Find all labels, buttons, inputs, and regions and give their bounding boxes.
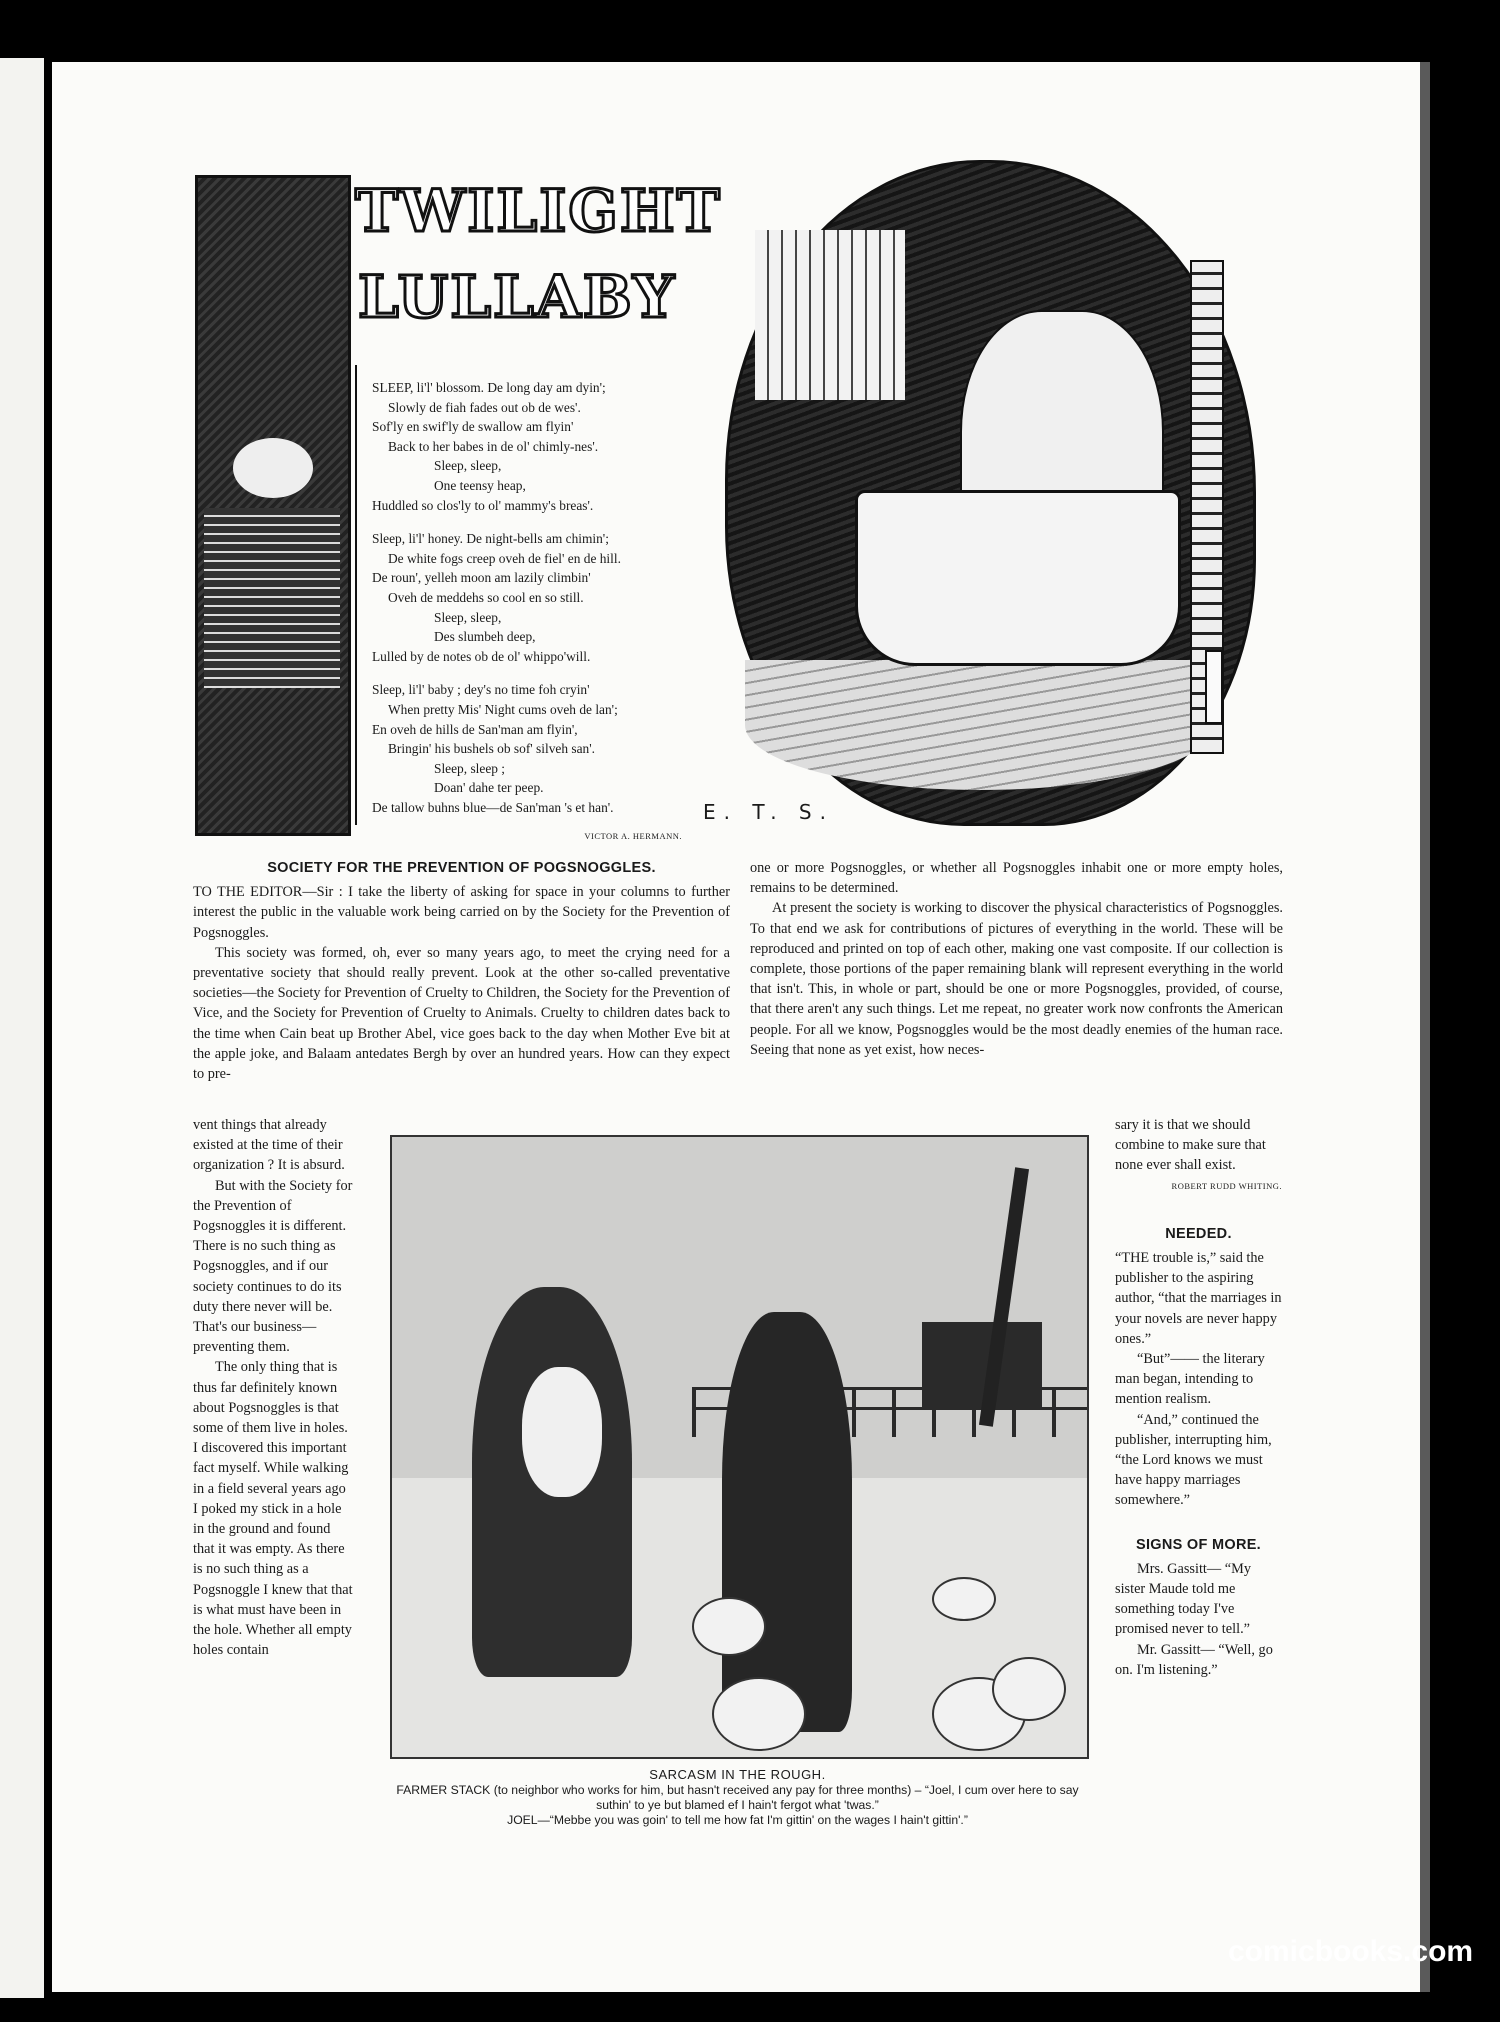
poem-line: Sleep, sleep ; <box>434 760 506 776</box>
poem-line: Huddled so clos'ly to ol' mammy's breas'. <box>372 497 594 513</box>
poem-author: VICTOR A. HERMANN. <box>584 831 682 842</box>
poem-stanza <box>372 378 702 515</box>
poem-line: Sleep, sleep, <box>434 458 502 474</box>
poem-line: When pretty Mis' Night cums oveh de lan'; <box>388 701 618 717</box>
barn-wall-drawing <box>755 230 905 400</box>
needed-heading: NEEDED. <box>1165 1225 1232 1242</box>
sarcasm-cartoon <box>390 1135 1089 1759</box>
article-column-left-narrow <box>193 1115 353 1660</box>
article-heading: SOCIETY FOR THE PREVENTION OF POGSNOGGLES. <box>267 860 656 876</box>
poem-line: Slowly de fiah fades out ob de wes'. <box>388 399 581 415</box>
facing-page-edge <box>0 58 44 1998</box>
poem-line: SLEEP, li'l' blossom. De long day am dyin'; <box>372 380 606 395</box>
artist-signature: E. T. S. <box>703 800 834 824</box>
signs-heading: SIGNS OF MORE. <box>1135 1536 1262 1553</box>
article-paragraph: vent things that already existed at the time of their organization ? It is absurd. <box>193 1117 345 1174</box>
article-paragraph: sary it is that we should combine to make sure that none ever shall exist. <box>1115 1117 1266 1174</box>
poem-line: Sleep, li'l' honey. De night-bells am chimin'; <box>372 531 609 547</box>
poem <box>372 378 702 847</box>
article-byline: ROBERT RUDD WHITING. <box>1171 1180 1282 1191</box>
poem-line: Back to her babes in de ol' chimly-nes'. <box>388 438 599 454</box>
night-landscape-illustration <box>195 175 351 836</box>
poem-line: De white fogs creep oveh de fiel' en de hill. <box>388 550 621 566</box>
caption-title: SARCASM IN THE ROUGH. <box>649 1767 826 1782</box>
moon-drawing <box>233 438 313 498</box>
article-paragraph: But with the Society for the Prevention of Pogsnoggles it is different. There is no such thing as Pogsnoggles, and if our society continues to do its duty there never will be. That's our business—preventing them. <box>193 1177 353 1356</box>
pumpkin <box>932 1577 996 1621</box>
article-paragraph: The only thing that is thus far definitely known about Pogsnoggles is that some of them live in holes. I discovered this important fact myself. While walking in a field several years ago I poked my stick in a hole in the ground and found that it was empty. As there is no such thing as a Pogsnoggle I knew that that is what must have been in the hole. Whether all empty holes contain <box>193 1359 353 1659</box>
poem-line: Oveh de meddehs so cool en so still. <box>388 589 584 605</box>
candle-drawing <box>1205 650 1223 724</box>
article-paragraph: This society was formed, oh, ever so many years ago, to meet the crying need for a preventative society that should really prevent. Look at the other so-called preventative societies—the Society for Prevention of Cruelty to Children, the Society for the Prevention of Vice, and the Society for Prevention of Cruelty to Animals. Cruelty to children dates back to the time when Cain beat up Brother Abel, vice goes back to the day when Mother Eve bit at the apple joke, and Balaam antedates Bergh by over an hundred years. How can they expect to pre- <box>193 944 730 1083</box>
article-column-right-top <box>750 858 1283 1060</box>
farmer-belly <box>522 1367 602 1497</box>
caption-line: FARMER STACK (to neighbor who works for him, but hasn't received any pay for three months) – “Joel, I cum over here to say suthin' to ye but blamed ef I hain't fergot what 'twas.” <box>396 1783 1079 1812</box>
poem-line: One teensy heap, <box>434 477 526 493</box>
poem-stanza <box>372 529 702 666</box>
needed-paragraph: “And,” continued the publisher, interrupting him, “the Lord knows we must have happy marriages somewhere.” <box>1115 1411 1272 1509</box>
page-spine-shadow <box>1420 62 1430 1992</box>
poem-line: En oveh de hills de San'man am flyin', <box>372 721 578 737</box>
poem-line: De roun', yelleh moon am lazily climbin' <box>372 570 591 586</box>
poem-line: Sleep, li'l' baby ; dey's no time foh cryin' <box>372 682 590 698</box>
poem-stanza <box>372 680 702 817</box>
poem-line: De tallow buhns blue—de San'man 's et han'. <box>372 799 614 815</box>
poem-line: Bringin' his bushels ob sof' silveh san'. <box>388 741 595 757</box>
poem-line: Des slumbeh deep, <box>434 629 536 645</box>
site-watermark: comicbooks.com <box>1228 1935 1474 1968</box>
article-paragraph: TO THE EDITOR—Sir : I take the liberty of asking for space in your columns to further interest the public in the valuable work being carried on by the Society for the Prevention of Pogsnoggles. <box>193 884 730 941</box>
floor-drawing <box>745 660 1215 790</box>
needed-paragraph: “But”—— the literary man began, intending to mention realism. <box>1115 1351 1265 1408</box>
article-paragraph: At present the society is working to discover the physical characteristics of Pogsnoggles. To that end we ask for contributions of pictures of everything in the world. These will be reproduced and printed on top of each other, making one vast composite. If our collection is complete, those portions of the paper remaining blank will represent everything in the world that isn't. This, in whole or part, should be one or more Pogsnoggles, provided, of course, that there aren't any such things. Let me repeat, no greater work now confronts the American people. For all we know, Pogsnoggles would be the most deadly enemies of the human race. Seeing that none as yet exist, how neces- <box>750 900 1283 1058</box>
mammy-cradle-illustration <box>715 160 1260 830</box>
joel-figure <box>722 1312 852 1732</box>
fog-drawing <box>204 508 340 688</box>
poem-line: Doan' dahe ter peep. <box>434 780 544 796</box>
pumpkin <box>692 1597 766 1656</box>
signs-paragraph: Mrs. Gassitt— “My sister Maude told me something today I've promised never to tell.” <box>1115 1560 1251 1638</box>
needed-paragraph: “THE trouble is,” said the publisher to the aspiring author, “that the marriages in your novels are never happy ones.” <box>1115 1250 1282 1347</box>
cradle-drawing <box>855 490 1181 666</box>
title-line-1: TWILIGHT <box>355 177 722 245</box>
cartoon-caption <box>390 1767 1085 1828</box>
poem-line: Sleep, sleep, <box>434 609 502 625</box>
article-column-right-narrow <box>1115 1115 1282 1680</box>
signs-paragraph: Mr. Gassitt— “Well, go on. I'm listening.” <box>1115 1641 1273 1678</box>
article-column-left-top <box>193 858 730 1084</box>
title-line-2: LULLABY <box>358 263 677 331</box>
poem-line: Lulled by de notes ob de ol' whippo'will. <box>372 648 591 664</box>
poem-line: Sof'ly en swif'ly de swallow am flyin' <box>372 419 574 435</box>
article-paragraph: one or more Pogsnoggles, or whether all Pogsnoggles inhabit one or more empty holes, remains to be determined. <box>750 860 1283 897</box>
pumpkin <box>712 1677 806 1751</box>
caption-line: JOEL—“Mebbe you was goin' to tell me how fat I'm gittin' on the wages I hain't gittin'.” <box>507 1813 968 1827</box>
pumpkin <box>992 1657 1066 1721</box>
